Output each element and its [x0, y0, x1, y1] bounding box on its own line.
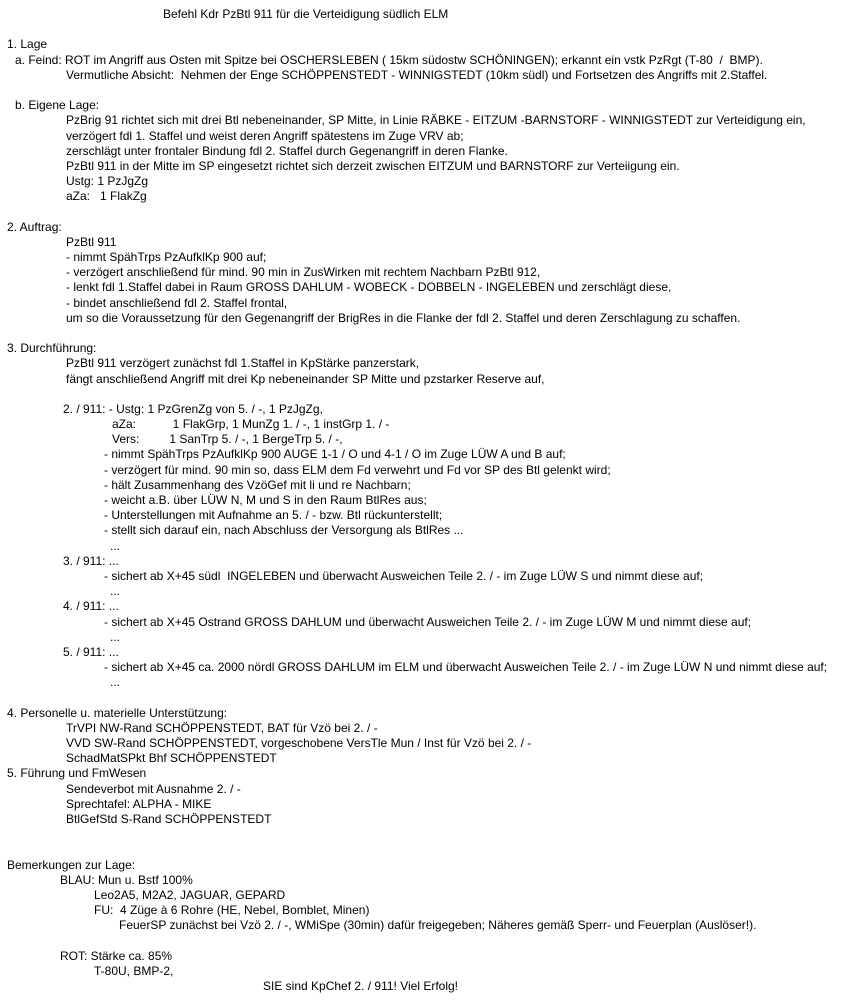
doc-line: PzBtl 911 in der Mitte im SP eingesetzt richtet sich derzeit zwischen EITZUM und BARNSTORF zur Verteiigung ein.: [66, 158, 680, 173]
signature-line: SIE sind KpChef 2. / 911! Viel Erfolg!: [263, 979, 458, 993]
doc-line: - sichert ab X+45 Ostrand GROSS DAHLUM und überwacht Ausweichen Teile 2. / - im Zuge LÜW M und nimmt diese auf;: [104, 614, 752, 629]
company-3-heading: 3. / 911: ...: [63, 553, 119, 568]
doc-line: ...: [110, 538, 121, 553]
blank-line: [0, 933, 850, 948]
doc-line: - nimmt SpähTrps PzAufklKp 900 AUGE 1-1 / O und 4-1 / O im Zuge LÜW A und B auf;: [104, 447, 566, 462]
blank-line: [0, 204, 850, 219]
doc-line: BtlGefStd S-Rand SCHÖPPENSTEDT: [66, 811, 272, 826]
doc-line: BLAU: Mun u. Bstf 100%: [60, 872, 193, 887]
doc-title: Befehl Kdr PzBtl 911 für die Verteidigung südlich ELM: [163, 7, 449, 21]
doc-line: aZa: 1 FlakZg: [66, 189, 147, 204]
doc-line: FeuerSP zunächst bei Vzö 2. / -, WMiSpe (30min) dafür freigegeben; Näheres gemäß Sperr- und Feuerplan (Auslöser!).: [119, 918, 757, 933]
blank-line: [0, 22, 850, 37]
company-5-heading: 5. / 911: ...: [63, 644, 119, 659]
doc-line: Sprechtafel: ALPHA - MIKE: [66, 796, 212, 811]
doc-line: ROT: Stärke ca. 85%: [60, 948, 173, 963]
doc-line: Ustg: 1 PzJgZg: [66, 174, 149, 189]
doc-line: - hält Zusammenhang des VzöGef mit li und re Nachbarn;: [104, 477, 411, 492]
doc-line: - nimmt SpähTrps PzAufklKp 900 auf;: [66, 250, 267, 264]
blank-line: [0, 827, 850, 842]
blank-line: [0, 326, 850, 341]
doc-line: fängt anschließend Angriff mit drei Kp nebeneinander SP Mitte und pzstarker Reserve auf,: [66, 371, 545, 386]
doc-line: - Unterstellungen mit Aufnahme an 5. / - bzw. Btl rückunterstellt;: [104, 508, 443, 523]
remarks-heading: Bemerkungen zur Lage:: [7, 857, 136, 872]
doc-line: T-80U, BMP-2,: [94, 963, 174, 978]
doc-line: Vers: 1 SanTrp 5. / -, 1 BergeTrp 5. / -,: [112, 432, 343, 447]
doc-line: a. Feind: ROT im Angriff aus Osten mit Spitze bei OSCHERSLEBEN ( 15km südostw SCHÖNINGEN); erkannt ein vstk PzRgt (T-80 / BMP).: [15, 52, 763, 67]
doc-line: - sichert ab X+45 südl INGELEBEN und überwacht Ausweichen Teile 2. / - im Zuge LÜW S und nimmt diese auf;: [104, 568, 704, 583]
section-1-heading: 1. Lage: [7, 37, 48, 52]
blank-line: [0, 387, 850, 402]
doc-line: Sendeverbot mit Ausnahme 2. / -: [66, 781, 241, 796]
doc-line: FU: 4 Züge à 6 Rohre (HE, Nebel, Bomblet, Minen): [94, 903, 370, 918]
company-4-heading: 4. / 911: ...: [63, 599, 119, 614]
blank-line: [0, 842, 850, 857]
doc-line: PzBtl 911 verzögert zunächst fdl 1.Staffel in KpStärke panzerstark,: [66, 356, 420, 371]
doc-line: TrVPI NW-Rand SCHÖPPENSTEDT, BAT für Vzö bei 2. / -: [66, 720, 378, 735]
section-3-heading: 3. Durchführung:: [7, 341, 97, 356]
blank-line: [0, 83, 850, 98]
doc-line: ...: [110, 629, 121, 644]
section-2-heading: 2. Auftrag:: [7, 219, 62, 234]
doc-line: - verzögert anschließend für mind. 90 min in ZusWirken mit rechtem Nachbarn PzBtl 912,: [66, 265, 541, 280]
company-2-heading: 2. / 911: - Ustg: 1 PzGrenZg von 5. / -, 1 PzJgZg,: [63, 401, 323, 416]
doc-line: SchadMatSPkt Bhf SCHÖPPENSTEDT: [66, 751, 277, 766]
doc-line: VVD SW-Rand SCHÖPPENSTEDT, vorgeschobene VersTle Mun / Inst für Vzö bei 2. / -: [66, 736, 532, 750]
doc-line: b. Eigene Lage:: [15, 98, 100, 113]
doc-line: - lenkt fdl 1.Staffel dabei in Raum GROSS DAHLUM - WOBECK - DOBBELN - INGELEBEN und zerschlägt diese,: [66, 280, 672, 295]
blank-line: [0, 690, 850, 705]
doc-line: Leo2A5, M2A2, JAGUAR, GEPARD: [94, 887, 286, 902]
doc-line: PzBtl 911: [66, 234, 117, 249]
doc-line: PzBrig 91 richtet sich mit drei Btl nebeneinander, SP Mitte, in Linie RÄBKE - EITZUM -BARNSTORF - WINNIGSTEDT zur Verteidigung ein,: [66, 113, 806, 128]
doc-line: - bindet anschließend fdl 2. Staffel frontal,: [66, 295, 288, 310]
doc-line: - sichert ab X+45 ca. 2000 nördl GROSS DAHLUM im ELM und überwacht Ausweichen Teile 2. / - im Zuge LÜW N und nimmt diese auf;: [104, 660, 828, 675]
doc-line: Vermutliche Absicht: Nehmen der Enge SCHÖPPENSTEDT - WINNIGSTEDT (10km südl) und Fortsetzen des Angriffs mit 2.Staffel.: [66, 67, 768, 82]
doc-line: ...: [110, 584, 121, 599]
doc-line: um so die Voraussetzung für den Gegenangriff der BrigRes in die Flanke der fdl 2. Staffel und deren Zerschlagung zu schaffen.: [66, 310, 741, 325]
doc-line: aZa: 1 FlakGrp, 1 MunZg 1. / -, 1 instGrp 1. / -: [112, 417, 390, 432]
section-5-heading: 5. Führung und FmWesen: [7, 766, 147, 781]
doc-line: - weicht a.B. über LÜW N, M und S in den Raum BtlRes aus;: [104, 493, 427, 507]
doc-line: ...: [110, 675, 121, 690]
doc-line: - verzögert für mind. 90 min so, dass ELM dem Fd verwehrt und Fd vor SP des Btl gelenkt wird;: [104, 462, 611, 477]
doc-line: zerschlägt unter frontaler Bindung fdl 2. Staffel durch Gegenangriff in deren Flanke.: [66, 143, 508, 158]
doc-line: - stellt sich darauf ein, nach Abschluss der Versorgung als BtlRes ...: [104, 523, 464, 538]
doc-line: verzögert fdl 1. Staffel und weist deren Angriff spätestens im Zuge VRV ab;: [66, 128, 464, 143]
section-4-heading: 4. Personelle u. materielle Unterstützung:: [7, 705, 228, 720]
